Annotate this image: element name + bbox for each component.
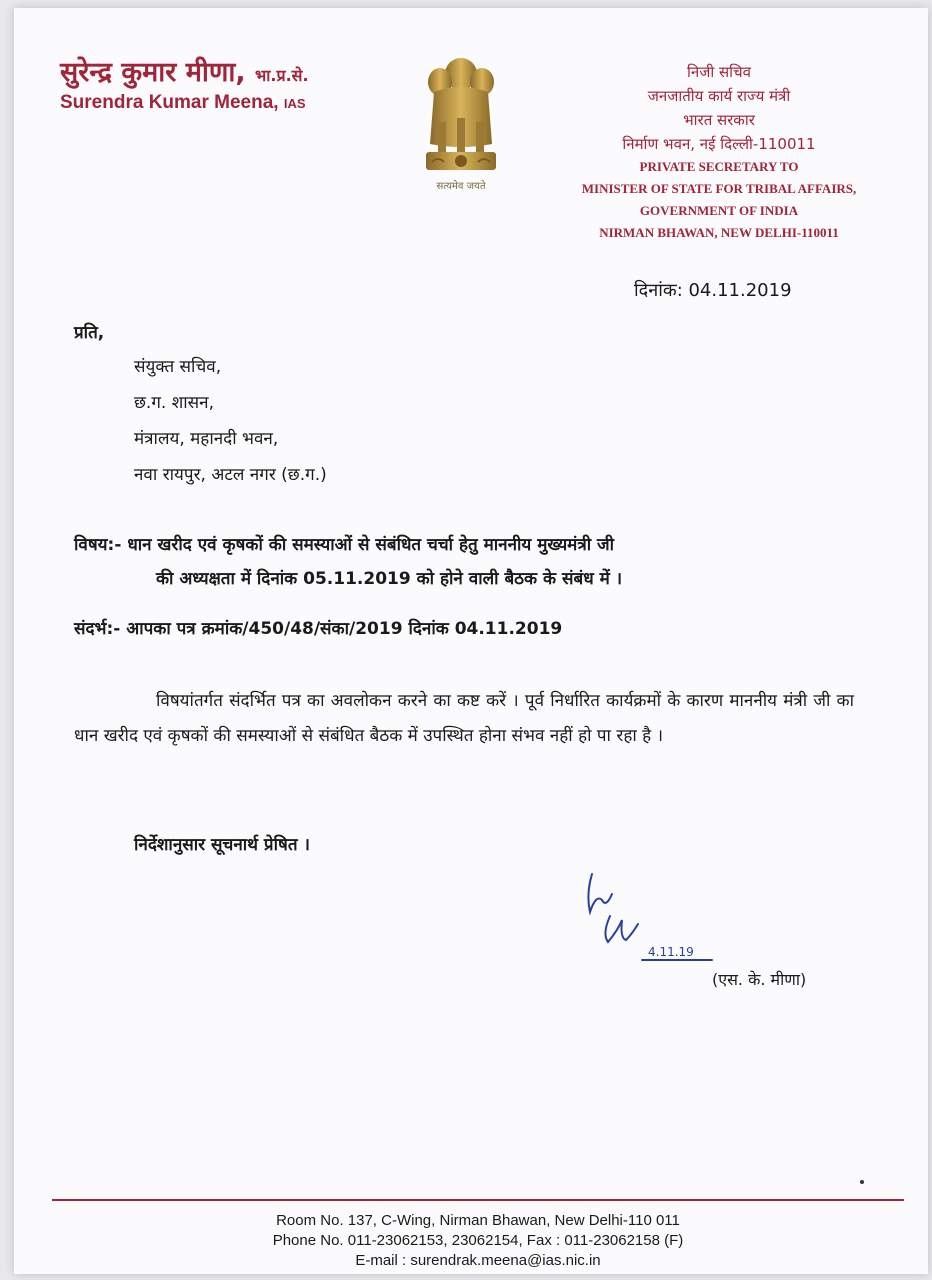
sender-name-english bbox=[60, 92, 306, 114]
recipient-line: मंत्रालय, महानदी भवन, bbox=[134, 429, 279, 449]
sender-name-hindi bbox=[60, 52, 309, 89]
sender-name-hindi-text: सुरेन्द्र कुमार मीणा, bbox=[60, 57, 246, 88]
office-hindi-line: निजी सचिव bbox=[687, 63, 751, 81]
body-paragraph-text: विषयांतर्गत संदर्भित पत्र का अवलोकन करने का कष्ट करें । पूर्व निर्धारित कार्यक्रमों के कारण माननीय मंत्री जी का धान खरीद एवं कृषकों की समस्याओं से संबंधित बैठक में उपस्थित होना संभव नहीं हो पा रहा है । bbox=[74, 691, 854, 746]
office-address-block bbox=[554, 60, 884, 244]
footer-address: Room No. 137, C-Wing, Nirman Bhawan, New Delhi-110 011 bbox=[276, 1212, 680, 1229]
sender-service-hindi: भा.प्र.से. bbox=[255, 66, 309, 85]
signature-date: 4.11.19 bbox=[648, 945, 694, 959]
letter-page bbox=[14, 8, 928, 1274]
recipient-salutation: प्रति, bbox=[74, 323, 105, 343]
letter-date: दिनांक: 04.11.2019 bbox=[634, 280, 792, 301]
office-english-line: PRIVATE SECRETARY TO bbox=[639, 159, 799, 174]
recipient-line: संयुक्त सचिव, bbox=[134, 357, 222, 377]
ink-speck bbox=[860, 1180, 864, 1184]
office-hindi-line: जनजातीय कार्य राज्य मंत्री bbox=[647, 87, 791, 105]
footer-divider bbox=[52, 1199, 904, 1201]
footer-phone: Phone No. 011-23062153, 23062154, Fax : 011-23062158 (F) bbox=[272, 1232, 684, 1249]
footer-email: E-mail : surendrak.meena@ias.nic.in bbox=[355, 1252, 601, 1269]
closing-line: निर्देशानुसार सूचनार्थ प्रेषित । bbox=[134, 835, 310, 855]
subject-line-2: की अध्यक्षता में दिनांक 05.11.2019 को होने वाली बैठक के संबंध में । bbox=[156, 569, 623, 589]
office-hindi-line: भारत सरकार bbox=[683, 111, 755, 129]
signatory-name: (एस. के. मीणा) bbox=[712, 970, 807, 989]
emblem-motto: सत्यमेव जयते bbox=[436, 181, 486, 192]
subject-block bbox=[74, 528, 854, 596]
footer-contact bbox=[52, 1211, 904, 1271]
office-english-line: MINISTER OF STATE FOR TRIBAL AFFAIRS, bbox=[581, 181, 857, 196]
sender-service-english: IAS bbox=[283, 96, 306, 111]
body-paragraph bbox=[74, 684, 854, 754]
sender-name-english-text: Surendra Kumar Meena, bbox=[60, 92, 279, 113]
recipient-line: छ.ग. शासन, bbox=[134, 393, 214, 413]
reference-line: संदर्भ:- आपका पत्र क्रमांक/450/48/संका/2019 दिनांक 04.11.2019 bbox=[74, 619, 563, 639]
office-english-line: NIRMAN BHAWAN, NEW DELHI-110011 bbox=[599, 225, 839, 240]
subject-line-1: विषय:- धान खरीद एवं कृषकों की समस्याओं से संबंधित चर्चा हेतु माननीय मुख्यमंत्री जी bbox=[74, 535, 615, 555]
office-english-line: GOVERNMENT OF INDIA bbox=[639, 203, 799, 218]
handwritten-signature bbox=[562, 864, 722, 974]
office-hindi-line: निर्माण भवन, नई दिल्ली-110011 bbox=[622, 135, 816, 153]
recipient-line: नवा रायपुर, अटल नगर (छ.ग.) bbox=[134, 465, 327, 485]
